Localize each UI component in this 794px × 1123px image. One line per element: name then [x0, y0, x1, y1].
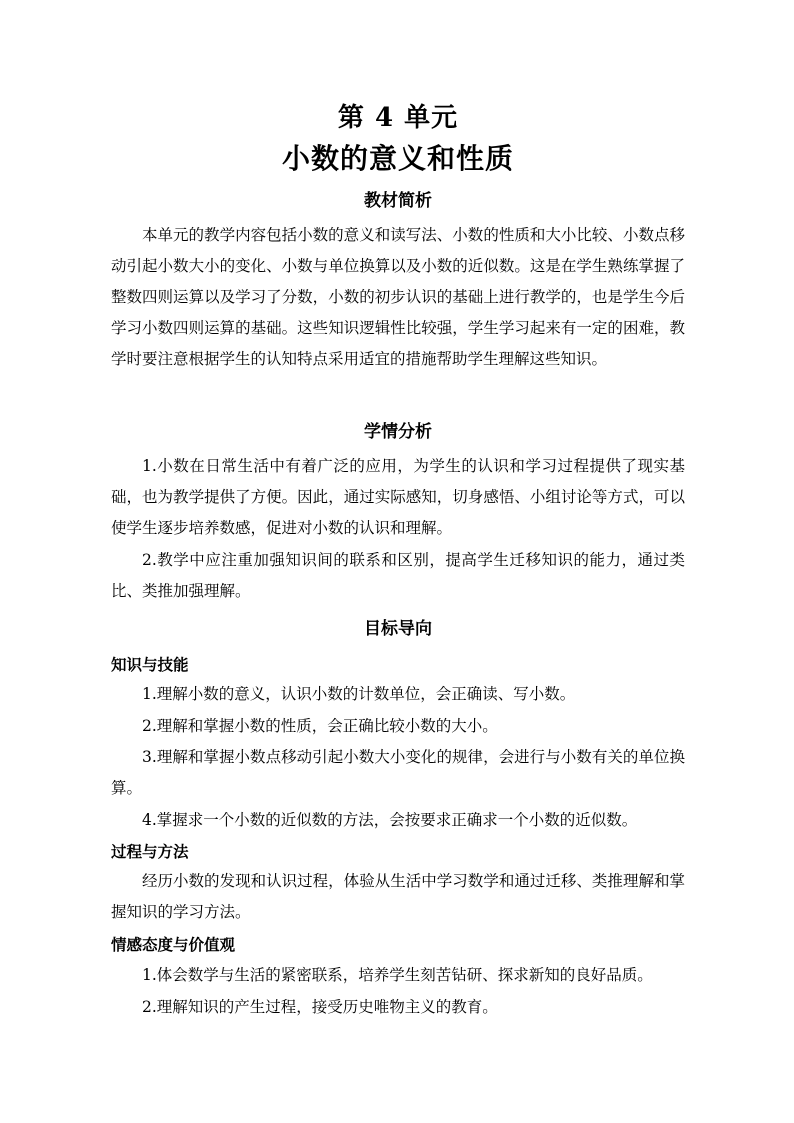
textbook-analysis-paragraph: 本单元的教学内容包括小数的意义和读写法、小数的性质和大小比较、小数点移动引起小数大小的变化、小数与单位换算以及小数的近似数。这是在学生熟练掌握了整数四则运算以及学习了分数，小数的初步认识的基础上进行教学的，也是学生今后学习小数四则运算的基础。这些知识逻辑性比较强，学生学习起来有一定的困难，教学时要注意根据学生的认知特点采用适宜的措施帮助学生理解这些知识。	[111, 226, 685, 368]
subheading-process-methods: 过程与方法	[111, 842, 189, 861]
student-analysis-item-2: 2.教学中应注重加强知识间的联系和区别，提高学生迁移知识的能力，通过类比、类推加强理解。	[111, 551, 685, 600]
attitude-item-2: 2.理解知识的产生过程，接受历史唯物主义的教育。	[142, 998, 498, 1016]
attitude-item-1: 1.体会数学与生活的紧密联系，培养学生刻苦钻研、探求新知的良好品质。	[142, 966, 653, 984]
knowledge-item-1: 1.理解小数的意义，认识小数的计数单位，会正确读、写小数。	[142, 685, 576, 703]
unit-title: 第 4 单元	[337, 103, 459, 133]
knowledge-item-2: 2.理解和掌握小数的性质，会正确比较小数的大小。	[142, 717, 498, 735]
page-title: 小数的意义和性质	[281, 142, 514, 175]
document-page	[111, 0, 685, 1123]
knowledge-item-3: 3.理解和掌握小数点移动引起小数大小变化的规律，会进行与小数有关的单位换算。	[111, 748, 685, 797]
subheading-knowledge-skills: 知识与技能	[111, 655, 189, 674]
process-paragraph: 经历小数的发现和认识过程，体验从生活中学习数学和通过迁移、类推理解和掌握知识的学习方法。	[111, 872, 685, 921]
student-analysis-item-1: 1.小数在日常生活中有着广泛的应用，为学生的认识和学习过程提供了现实基础，也为教学提供了方便。因此，通过实际感知，切身感悟、小组讨论等方式，可以使学生逐步培养数感，促进对小数的认识和理解。	[111, 457, 685, 537]
section-heading-textbook-analysis: 教材简析	[364, 191, 432, 211]
section-heading-student-analysis: 学情分析	[364, 422, 432, 442]
subheading-attitude-values: 情感态度与价值观	[111, 935, 236, 954]
knowledge-item-4: 4.掌握求一个小数的近似数的方法，会按要求正确求一个小数的近似数。	[142, 811, 638, 829]
section-heading-goals: 目标导向	[364, 619, 432, 639]
